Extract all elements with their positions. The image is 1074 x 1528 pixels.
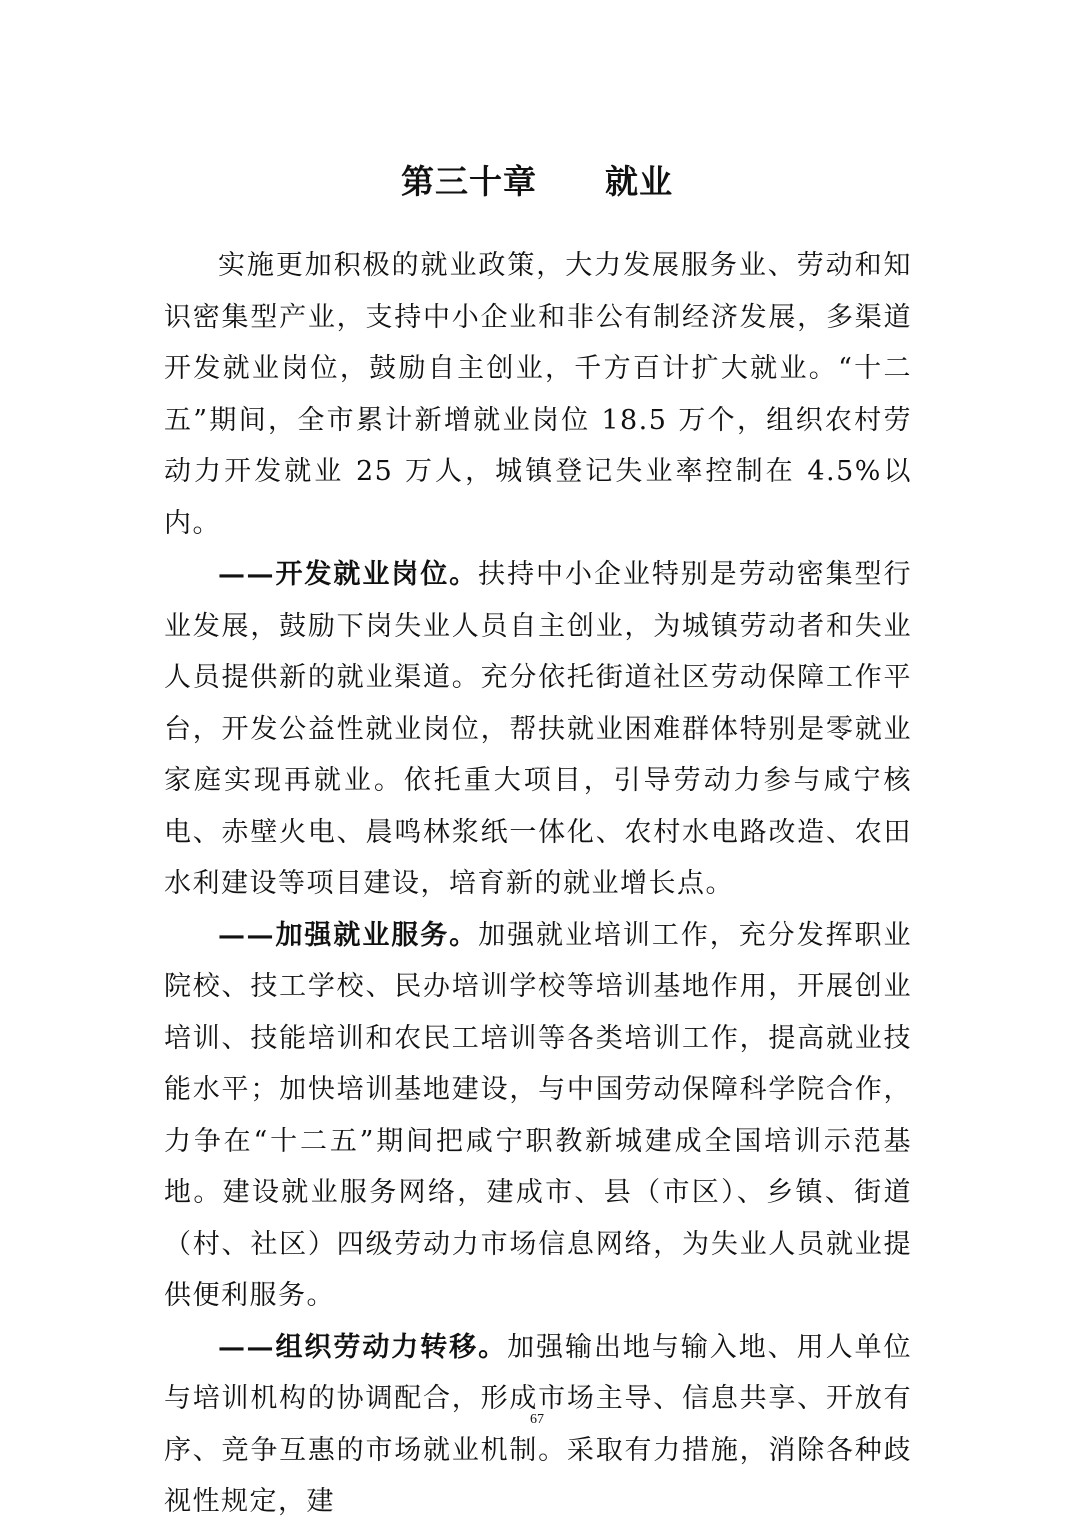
chapter-body	[164, 240, 912, 1528]
paragraph-text: 加强输出地与输入地、用人单位与培训机构的协调配合，形成市场主导、信息共享、开放有序、竞争互惠的市场就业机制。采取有力措施，消除各种歧视性规定，建	[164, 1331, 913, 1517]
paragraph-text: 加强就业培训工作，充分发挥职业院校、技工学校、民办培训学校等培训基地作用，开展创业培训、技能培训和农民工培训等各类培训工作，提高就业技能水平；加快培训基地建设，与中国劳动保障科学院合作，力争在“十二五”期间把咸宁职教新城建成全国培训示范基地。建设就业服务网络，建成市、县（市区）、乡镇、街道（村、社区）四级劳动力市场信息网络，为失业人员就业提供便利服务。	[164, 919, 913, 1311]
paragraph-job-creation	[164, 549, 912, 910]
paragraph-lead-heading: ——开发就业岗位。	[218, 559, 479, 590]
paragraph-employment-services	[164, 910, 912, 1322]
paragraph-lead-heading: ——加强就业服务。	[218, 919, 479, 951]
paragraph-lead-heading: ——组织劳动力转移。	[218, 1331, 508, 1363]
page-number: 67	[530, 1412, 544, 1427]
paragraph-text: 扶持中小企业特别是劳动密集型行业发展，鼓励下岗失业人员自主创业，为城镇劳动者和失业人员提供新的就业渠道。充分依托街道社区劳动保障工作平台，开发公益性就业岗位，帮扶就业困难群体特别是零就业家庭实现再就业。依托重大项目，引导劳动力参与咸宁核电、赤壁火电、晨鸣林浆纸一体化、农村水电路改造、农田水利建设等项目建设，培育新的就业增长点。	[164, 559, 913, 899]
chapter-title: 第三十章 就业	[401, 162, 673, 202]
paragraph-text: 实施更加积极的就业政策，大力发展服务业、劳动和知识密集型产业，支持中小企业和非公有制经济发展，多渠道开发就业岗位，鼓励自主创业，千方百计扩大就业。“十二五”期间，全市累计新增就业岗位 18.5 万个，组织农村劳动力开发就业 25 万人，城镇登记失业率控制在 4.5%以内。	[164, 250, 912, 539]
paragraph-intro	[164, 240, 912, 549]
